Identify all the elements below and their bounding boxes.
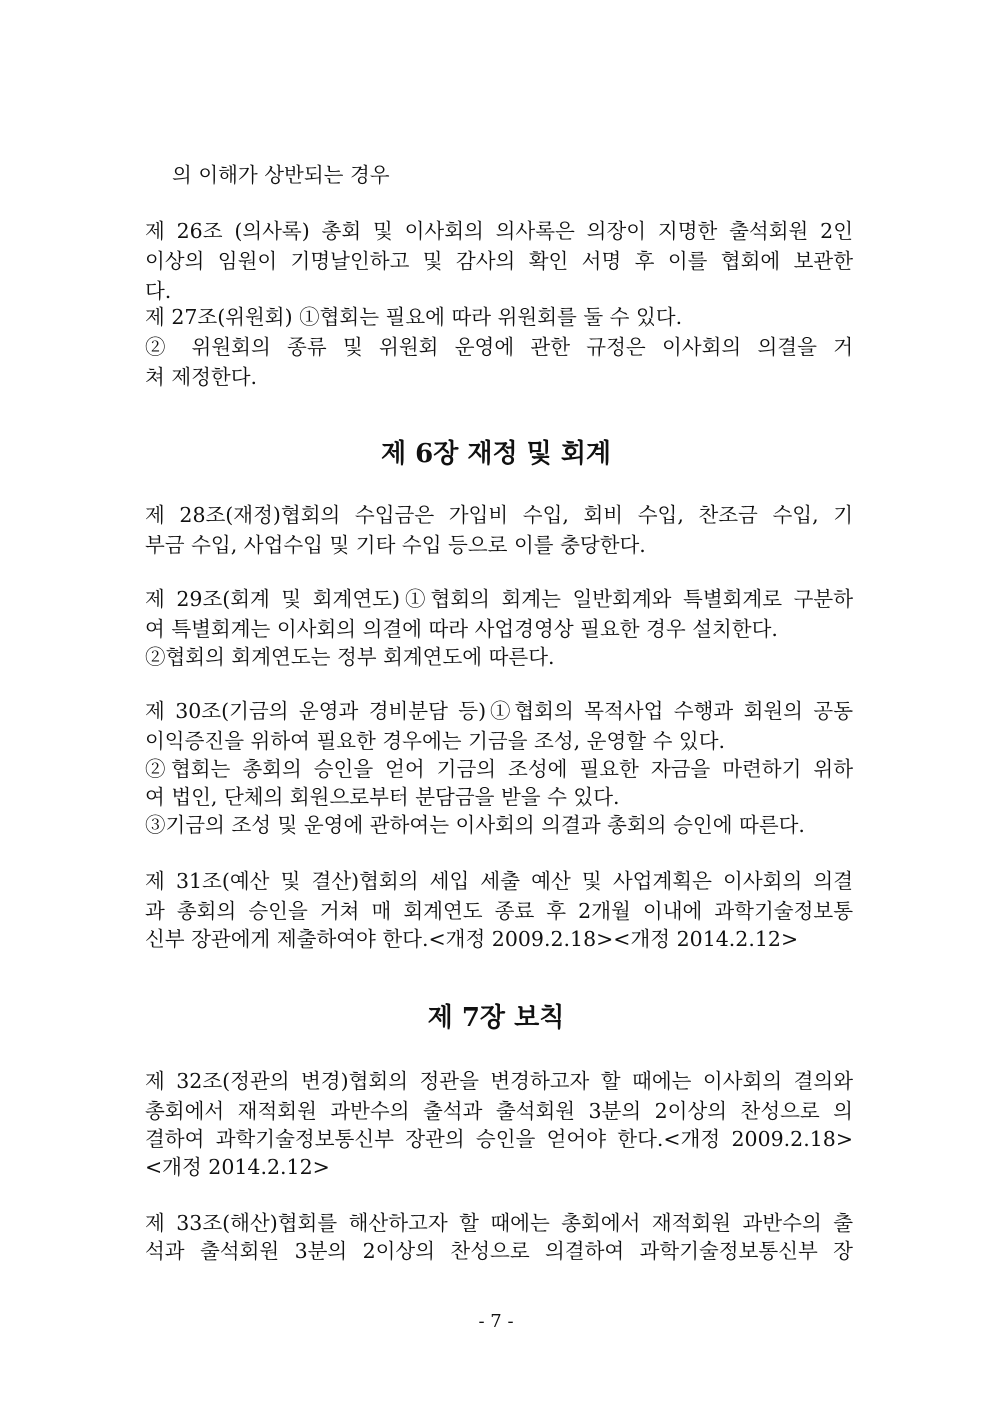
- article-27-line-2: ② 위원회의 종류 및 위원회 운영에 관한 규정은 이사회의 의결을 거: [145, 335, 853, 359]
- article-29-line-3: ②협회의 회계연도는 정부 회계연도에 따른다.: [145, 645, 555, 669]
- chapter-7-heading: 제 7장 보칙: [427, 1003, 565, 1033]
- page-number: - 7 -: [478, 1311, 514, 1332]
- article-31-line-3: 신부 장관에게 제출하여야 한다.<개정 2009.2.18><개정 2014.2.12>: [145, 927, 799, 951]
- article-26-line-1: 제 26조 (의사록) 총회 및 이사회의 의사록은 의장이 지명한 출석회원 2인: [145, 219, 853, 243]
- article-29-line-1: 제 29조(회계 및 회계연도)①협회의 회계는 일반회계와 특별회계로 구분하: [145, 587, 853, 611]
- article-32-line-2: 총회에서 재적회원 과반수의 출석과 출석회원 3분의 2이상의 찬성으로 의: [145, 1099, 853, 1123]
- article-29-line-2: 여 특별회계는 이사회의 의결에 따라 사업경영상 필요한 경우 설치한다.: [145, 617, 778, 641]
- article-32-line-4: <개정 2014.2.12>: [145, 1155, 330, 1179]
- article-27-line-1: 제 27조(위원회) ①협회는 필요에 따라 위원회를 둘 수 있다.: [145, 305, 683, 329]
- article-31-line-1: 제 31조(예산 및 결산)협회의 세입 세출 예산 및 사업계획은 이사회의 의결: [145, 869, 853, 893]
- chapter-6-heading: 제 6장 재정 및 회계: [380, 439, 612, 469]
- article-26-line-3: 다.: [145, 279, 172, 303]
- article-26-line-2: 이상의 임원이 기명날인하고 및 감사의 확인 서명 후 이를 협회에 보관한: [145, 249, 853, 273]
- article-32-line-3: 결하여 과학기술정보통신부 장관의 승인을 얻어야 한다.<개정 2009.2.18>: [145, 1127, 853, 1151]
- article-30-line-4: 여 법인, 단체의 회원으로부터 분담금을 받을 수 있다.: [145, 785, 620, 809]
- article-28-line-2: 부금 수입, 사업수입 및 기타 수입 등으로 이를 충당한다.: [145, 533, 646, 557]
- article-30-line-3: ②협회는 총회의 승인을 얻어 기금의 조성에 필요한 자금을 마련하기 위하: [145, 757, 853, 781]
- article-33-line-2: 석과 출석회원 3분의 2이상의 찬성으로 의결하여 과학기술정보통신부 장: [145, 1239, 853, 1263]
- article-31-line-2: 과 총회의 승인을 거쳐 매 회계연도 종료 후 2개월 이내에 과학기술정보통: [145, 899, 853, 923]
- article-30-line-1: 제 30조(기금의 운영과 경비분담 등)①협회의 목적사업 수행과 회원의 공동: [145, 699, 853, 723]
- article-33-line-1: 제 33조(해산)협회를 해산하고자 할 때에는 총회에서 재적회원 과반수의 출: [145, 1211, 853, 1235]
- article-27-line-3: 쳐 제정한다.: [145, 365, 258, 389]
- article-32-line-1: 제 32조(정관의 변경)협회의 정관을 변경하고자 할 때에는 이사회의 결의와: [145, 1069, 853, 1093]
- article-30-line-2: 이익증진을 위하여 필요한 경우에는 기금을 조성, 운영할 수 있다.: [145, 729, 726, 753]
- article-30-line-5: ③기금의 조성 및 운영에 관하여는 이사회의 의결과 총회의 승인에 따른다.: [145, 813, 805, 837]
- article-25-continuation: 의 이해가 상반되는 경우: [172, 163, 390, 187]
- article-28-line-1: 제 28조(재정)협회의 수입금은 가입비 수입, 회비 수입, 찬조금 수입, 기: [145, 503, 853, 527]
